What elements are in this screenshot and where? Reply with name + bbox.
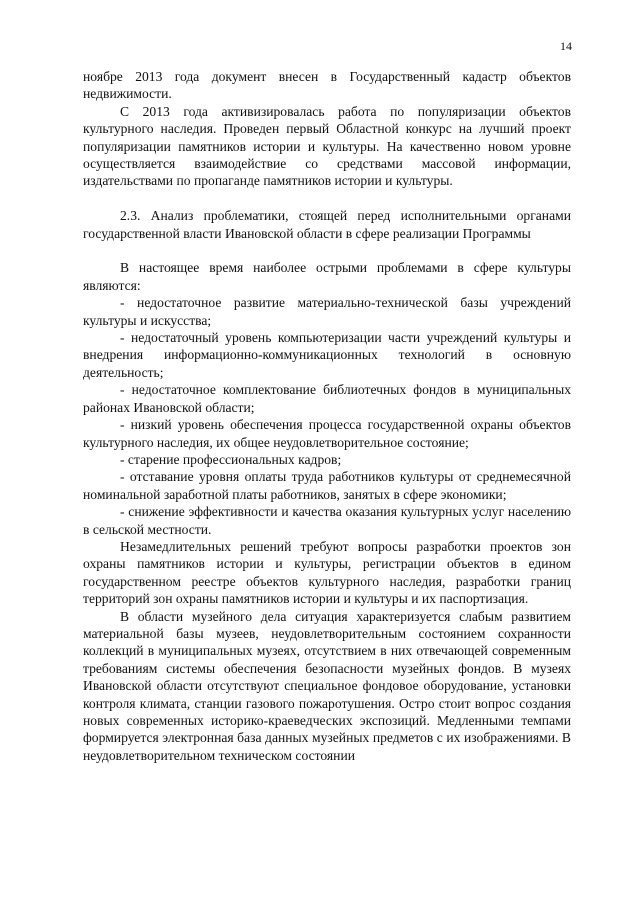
- paragraph-continuation: ноябре 2013 года документ внесен в Государственный кадастр объектов недвижимости.: [83, 69, 571, 102]
- section-heading: 2.3. Анализ проблематики, стоящей перед исполнительными органами государственной власти Ивановской области в сфере реализации Программы: [83, 208, 571, 241]
- list-item: - низкий уровень обеспечения процесса государственной охраны объектов культурного наследия, их общее неудовлетворительное состояние;: [83, 417, 571, 450]
- page-number: 14: [560, 39, 572, 53]
- list-item: - недостаточное развитие материально-технической базы учреждений культуры и искусства;: [83, 295, 571, 328]
- paragraph-popularization: С 2013 года активизировалась работа по популяризации объектов культурного наследия. Проведен первый Областной конкурс на лучший проект популяризации памятников истории и культуры. На качественно новом уровне осуществляется взаимодействие со средствами массовой информации, издательствами по пропаганде памятников истории и культуры.: [83, 103, 571, 189]
- paragraph-problems-intro: В настоящее время наиболее острыми проблемами в сфере культуры являются:: [83, 260, 571, 293]
- paragraph-urgent-decisions: Незамедлительных решений требуют вопросы разработки проектов зон охраны памятников истории и культуры, регистрации объектов в едином государственном реестре объектов культурного наследия, разработки границ территорий зон охраны памятников истории и культуры и их паспортизация.: [83, 538, 571, 607]
- list-item: - снижение эффективности и качества оказания культурных услуг населению в сельской местности.: [83, 504, 571, 537]
- list-item: - отставание уровня оплаты труда работников культуры от среднемесячной номинальной заработной платы работников, занятых в сфере экономики;: [83, 469, 571, 502]
- list-item: - старение профессиональных кадров;: [120, 451, 342, 467]
- document-body: [83, 68, 571, 764]
- list-item: - недостаточный уровень компьютеризации части учреждений культуры и внедрения информационно-коммуникационных технологий в основную деятельность;: [83, 330, 571, 380]
- list-item: - недостаточное комплектование библиотечных фондов в муниципальных районах Ивановской области;: [83, 382, 571, 415]
- paragraph-museum: В области музейного дела ситуация характеризуется слабым развитием материальной базы музеев, неудовлетворительным состоянием сохранности коллекций в муниципальных музеях, отсутствием в них отвечающей современным требованиям системы обеспечения безопасности музейных фондов. В музеях Ивановской области отсутствуют специальное фондовое оборудование, установки контроля климата, станции газового пожаротушения. Остро стоит вопрос создания новых современных историко-краеведческих экспозиций. Медленными темпами формируется электронная база данных музейных предметов с их изображениями. В неудовлетворительном техническом состоянии: [83, 608, 571, 763]
